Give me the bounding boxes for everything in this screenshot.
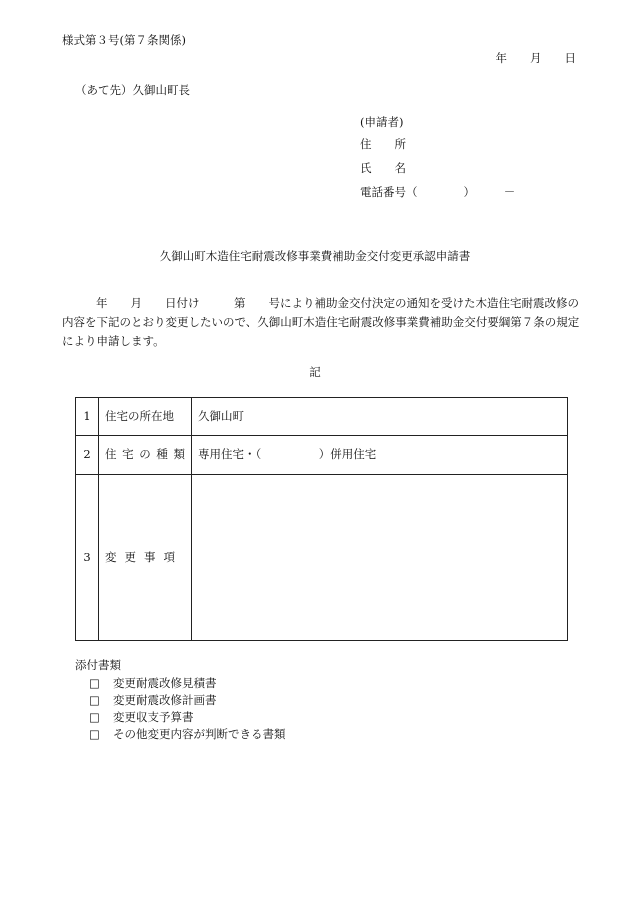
- table-row-change-items: [76, 475, 568, 641]
- label-char: 類: [173, 447, 185, 462]
- row-value-housing-type: 専用住宅・（ ）併用住宅: [192, 436, 568, 475]
- row-number: 1: [76, 398, 99, 436]
- attachment-item: [89, 694, 217, 708]
- applicant-address-label: 住 所: [360, 137, 406, 151]
- row-number: 2: [76, 436, 99, 475]
- row-label-housing-type: [99, 436, 192, 475]
- label-char: 宅: [122, 447, 134, 462]
- label-char: 更: [124, 549, 136, 564]
- date-line: 年 月 日: [495, 51, 576, 65]
- row-label-location: [99, 398, 192, 436]
- ki-heading: 記: [309, 365, 321, 379]
- label-char: 事: [144, 549, 156, 564]
- applicant-heading: (申請者): [360, 115, 404, 129]
- attachment-label: 変更耐震改修見積書: [113, 676, 217, 690]
- details-table: [75, 397, 568, 641]
- label-char: 項: [163, 549, 175, 564]
- document-title: 久御山町木造住宅耐震改修事業費補助金交付変更承認申請書: [159, 249, 471, 263]
- checkbox-icon: □: [89, 727, 100, 741]
- row-label-change-items: [99, 475, 192, 641]
- row-value-change-items: [192, 475, 568, 641]
- applicant-phone-label: 電話番号（ ） －: [360, 185, 516, 199]
- attachments-heading: 添付書類: [75, 658, 121, 672]
- checkbox-icon: □: [89, 710, 100, 724]
- label-char: 種: [156, 447, 168, 462]
- attachment-item: [89, 728, 286, 742]
- attachment-item: [89, 677, 217, 691]
- attachment-label: 変更耐震改修計画書: [113, 693, 217, 707]
- label-char: 住: [105, 447, 117, 462]
- checkbox-icon: □: [89, 676, 100, 690]
- attachment-item: [89, 711, 194, 725]
- table-row-location: [76, 398, 568, 436]
- table-row-housing-type: [76, 436, 568, 475]
- label-char: 住宅の所在地: [105, 408, 174, 423]
- row-value-location: 久御山町: [192, 398, 568, 436]
- form-number: 様式第３号(第７条関係): [62, 33, 186, 47]
- label-char: 変: [105, 549, 117, 564]
- body-paragraph: 年 月 日付け 第 号により補助金交付決定の通知を受けた木造住宅耐震改修の内容を下記のとおり変更したいので、久御山町木造住宅耐震改修事業費補助金交付要綱第７条の規定により申請します。: [62, 296, 580, 348]
- addressee: （あて先）久御山町長: [75, 83, 190, 97]
- applicant-name-label: 氏 名: [360, 161, 406, 175]
- attachment-label: その他変更内容が判断できる書類: [113, 727, 286, 741]
- checkbox-icon: □: [89, 693, 100, 707]
- row-number: 3: [76, 475, 99, 641]
- label-char: の: [139, 447, 151, 462]
- attachment-label: 変更収支予算書: [113, 710, 194, 724]
